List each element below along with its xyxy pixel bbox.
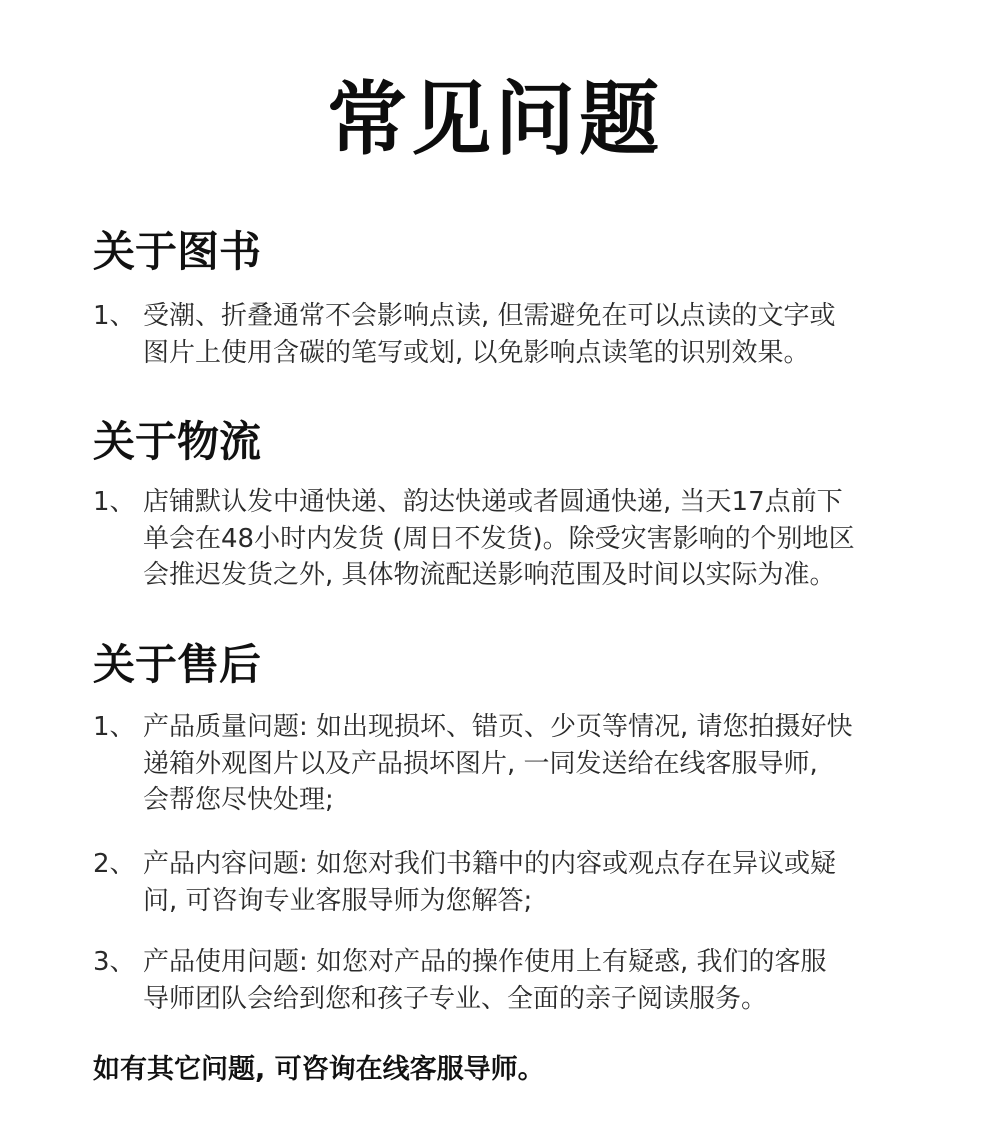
item-line: 会推迟发货之外, 具体物流配送影响范围及时间以实际为准。 (143, 560, 836, 590)
faq-item (93, 709, 913, 819)
item-line: 单会在48小时内发货 (周日不发货)。除受灾害影响的个别地区 (143, 523, 855, 554)
item-line: 递箱外观图片以及产品损坏图片, 一同发送给在线客服导师, (143, 748, 818, 779)
page-title: 常见问题 (327, 73, 663, 166)
item-text (143, 944, 913, 1017)
section-heading-logistics: 关于物流 (93, 417, 262, 466)
section-heading-books: 关于图书 (93, 227, 262, 276)
item-number: 1、 (93, 487, 136, 517)
faq-item (93, 846, 913, 919)
item-text (143, 846, 913, 919)
item-number: 1、 (93, 301, 136, 331)
item-line: 图片上使用含碳的笔写或划, 以免影响点读笔的识别效果。 (143, 337, 810, 368)
item-line: 产品内容问题: 如您对我们书籍中的内容或观点存在异议或疑 (143, 849, 837, 879)
item-line: 产品质量问题: 如出现损坏、错页、少页等情况, 请您拍摄好快 (143, 712, 853, 742)
item-text (143, 709, 913, 819)
item-text (143, 484, 913, 594)
item-line: 产品使用问题: 如您对产品的操作使用上有疑惑, 我们的客服 (143, 947, 827, 977)
faq-item (93, 944, 913, 1017)
item-number: 1、 (93, 712, 136, 742)
item-number: 2、 (93, 849, 136, 879)
footer-note: 如有其它问题, 可咨询在线客服导师。 (93, 1054, 545, 1085)
item-line: 导师团队会给到您和孩子专业、全面的亲子阅读服务。 (143, 983, 768, 1014)
item-line: 会帮您尽快处理; (143, 785, 334, 815)
item-text (143, 298, 913, 371)
item-number: 3、 (93, 947, 136, 977)
item-line: 店铺默认发中通快递、韵达快递或者圆通快递, 当天17点前下 (143, 487, 843, 517)
item-line: 问, 可咨询专业客服导师为您解答; (143, 885, 533, 916)
faq-item (93, 484, 913, 594)
section-heading-after-sales: 关于售后 (93, 640, 262, 689)
faq-item (93, 298, 913, 371)
item-line: 受潮、折叠通常不会影响点读, 但需避免在可以点读的文字或 (143, 301, 836, 331)
